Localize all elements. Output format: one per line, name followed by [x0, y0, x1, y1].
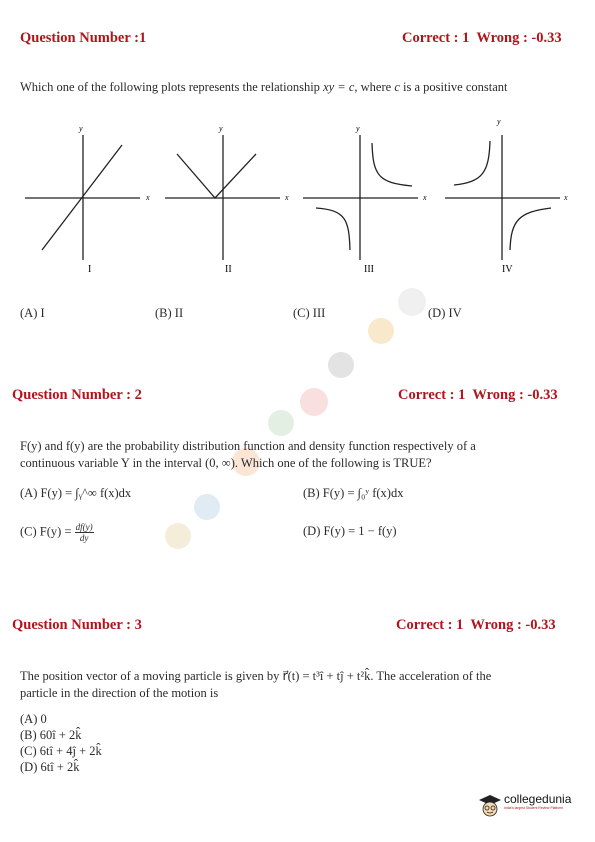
plot-i-label: I	[88, 264, 92, 275]
brand-name: collegedunia	[504, 792, 572, 806]
watermark-logo	[165, 523, 191, 549]
question-1-text: Which one of the following plots represents the relationship xy = c, where c is a positive constant	[20, 80, 508, 94]
watermark-logo	[368, 318, 394, 344]
question-1-header: Question Number :1	[20, 30, 147, 46]
plot-iv-x-label: x	[564, 193, 568, 202]
question-3-option-a[interactable]: (A) 0	[20, 712, 47, 726]
question-3-text-line-1: The position vector of a moving particle is given by r⃗(t) = t³î + tĵ + t²k̂. The acceleration of the	[20, 669, 492, 683]
watermark-logo	[194, 494, 220, 520]
plot-i	[25, 135, 140, 260]
watermark-logo	[268, 410, 294, 436]
question-2-option-d[interactable]: (D) F(y) = 1 − f(y)	[303, 524, 397, 538]
question-3-text-line-2: particle in the direction of the motion is	[20, 686, 219, 700]
watermark-logo	[300, 388, 328, 416]
question-2-text-line-2: continuous variable Y in the interval (0, ∞). Which one of the following is TRUE?	[20, 456, 432, 470]
question-2-option-a[interactable]: (A) F(y) = ∫ᵧ^∞ f(x)dx	[20, 486, 132, 500]
question-2-score: Correct : 1 Wrong : -0.33	[398, 387, 558, 403]
question-1-plots	[0, 110, 595, 290]
plot-iv	[445, 135, 560, 260]
plot-ii-x-label: x	[285, 193, 289, 202]
collegedunia-logo	[478, 793, 571, 819]
plot-iv-y-label: y	[497, 117, 501, 126]
plot-iii-label: III	[364, 264, 374, 275]
plot-ii-label: II	[225, 264, 232, 275]
question-1-score: Correct : 1 Wrong : -0.33	[402, 30, 562, 46]
question-2-option-c[interactable]: (C) F(y) = $\frac{df(y)}{dy}$	[20, 522, 93, 543]
question-3-score: Correct : 1 Wrong : -0.33	[396, 617, 556, 633]
plot-i-x-label: x	[146, 193, 150, 202]
question-2-option-b[interactable]: (B) F(y) = ∫₀ʸ f(x)dx	[303, 486, 404, 500]
plot-i-y-label: y	[79, 124, 83, 133]
watermark-logo	[398, 288, 426, 316]
plot-iii	[303, 135, 418, 260]
plot-ii-y-label: y	[219, 124, 223, 133]
brand-tagline: India's largest Student Review Platform	[504, 806, 564, 810]
question-2-header: Question Number : 2	[12, 387, 142, 403]
question-3-option-b[interactable]: (B) 60î + 2k̂	[20, 728, 82, 742]
question-3-option-c[interactable]: (C) 6tî + 4ĵ + 2k̂	[20, 744, 102, 758]
question-3-header: Question Number : 3	[12, 617, 142, 633]
question-2-text-line-1: F(y) and f(y) are the probability distribution function and density function respectively of a	[20, 439, 476, 453]
question-1-option-d[interactable]: (D) IV	[428, 306, 462, 320]
question-3-option-d[interactable]: (D) 6tî + 2k̂	[20, 760, 80, 774]
plot-iii-x-label: x	[423, 193, 427, 202]
question-1-option-a[interactable]: (A) I	[20, 306, 45, 320]
question-1-option-c[interactable]: (C) III	[293, 306, 326, 320]
question-1-option-b[interactable]: (B) II	[155, 306, 184, 320]
plot-iv-label: IV	[502, 264, 513, 275]
graduate-mascot-icon	[478, 793, 502, 819]
plot-ii	[165, 135, 280, 260]
plot-iii-y-label: y	[356, 124, 360, 133]
watermark-logo	[328, 352, 354, 378]
